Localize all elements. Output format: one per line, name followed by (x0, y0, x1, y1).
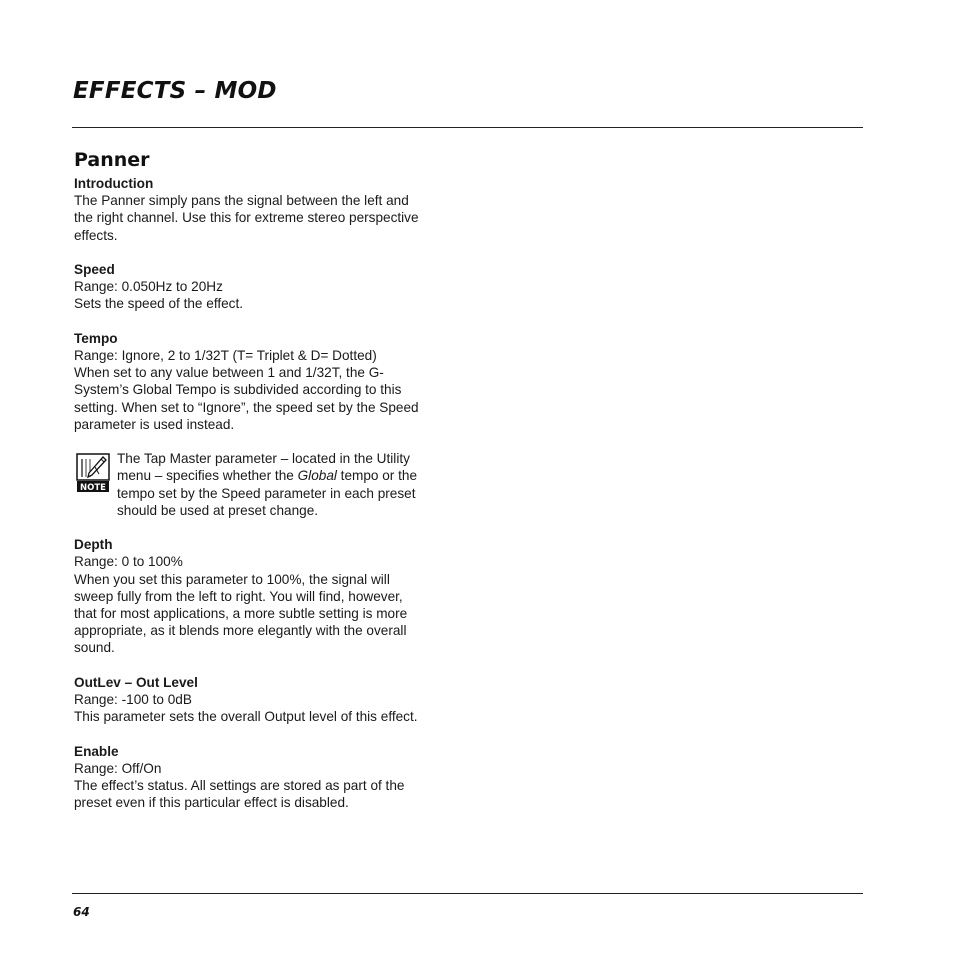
block-heading: Enable (74, 743, 119, 759)
section-title: Panner (74, 149, 150, 171)
parameter-block-introduction (74, 175, 454, 244)
block-text-line: This parameter sets the overall Output level of this effect. (74, 709, 418, 725)
block-heading: Tempo (74, 330, 118, 346)
block-heading: Introduction (74, 176, 154, 191)
parameter-block-depth (74, 536, 454, 656)
parameter-block-outlev (74, 674, 454, 726)
block-text-line: When you set this parameter to 100%, the signal will (74, 571, 390, 587)
block-text-line: When set to any value between 1 and 1/32T, the G- (74, 365, 384, 381)
chapter-title: EFFECTS – MOD (73, 78, 277, 104)
parameter-block-tempo (74, 330, 454, 433)
note-text-line (117, 467, 454, 484)
block-heading: Speed (74, 262, 115, 277)
note-text-emphasis: Global (297, 468, 337, 484)
block-text-line: effects. (74, 227, 118, 243)
block-text-line: Range: -100 to 0dB (74, 692, 192, 708)
block-text-line: sound. (74, 640, 115, 656)
parameter-block-speed (74, 261, 454, 313)
main-content (74, 147, 454, 829)
block-text-line: appropriate, as it blends more elegantly with the overall (74, 623, 407, 639)
note-callout (74, 450, 454, 519)
page-number: 64 (73, 905, 90, 919)
block-text-line: Range: 0 to 100% (74, 554, 183, 570)
note-text-line: tempo set by the Speed parameter in each preset (117, 485, 416, 501)
block-text-line: Range: Off/On (74, 760, 162, 776)
header-divider (72, 127, 863, 128)
block-text-line: The effect’s status. All settings are stored as part of the (74, 778, 405, 794)
note-text-line: should be used at preset change. (117, 502, 319, 518)
note-text-part: menu – specifies whether the (117, 468, 298, 484)
block-heading: OutLev – Out Level (74, 674, 198, 690)
block-text-line: sweep fully from the left to right. You will find, however, (74, 588, 403, 604)
block-text-line: Range: 0.050Hz to 20Hz (74, 279, 223, 295)
note-text-line: The Tap Master parameter – located in the Utility (117, 451, 410, 467)
parameter-block-enable (74, 743, 454, 812)
block-text-line: setting. When set to “Ignore”, the speed set by the Speed (74, 399, 419, 415)
note-pencil-icon (76, 453, 110, 493)
block-text-line: the right channel. Use this for extreme stereo perspective (74, 210, 419, 226)
block-text-line: Sets the speed of the effect. (74, 296, 244, 312)
note-text-part: tempo or the (336, 468, 418, 484)
block-text-line: System’s Global Tempo is subdivided according to this (74, 382, 402, 398)
block-text-line: preset even if this particular effect is disabled. (74, 795, 349, 811)
block-text-line: parameter is used instead. (74, 416, 235, 432)
block-heading: Depth (74, 537, 113, 553)
note-icon-label: NOTE (80, 483, 106, 494)
footer-divider (72, 893, 863, 894)
block-text-line: Range: Ignore, 2 to 1/32T (T= Triplet & D= Dotted) (74, 348, 377, 363)
block-text-line: that for most applications, a more subtle setting is more (74, 606, 408, 622)
block-text-line: The Panner simply pans the signal between the left and (74, 193, 409, 209)
